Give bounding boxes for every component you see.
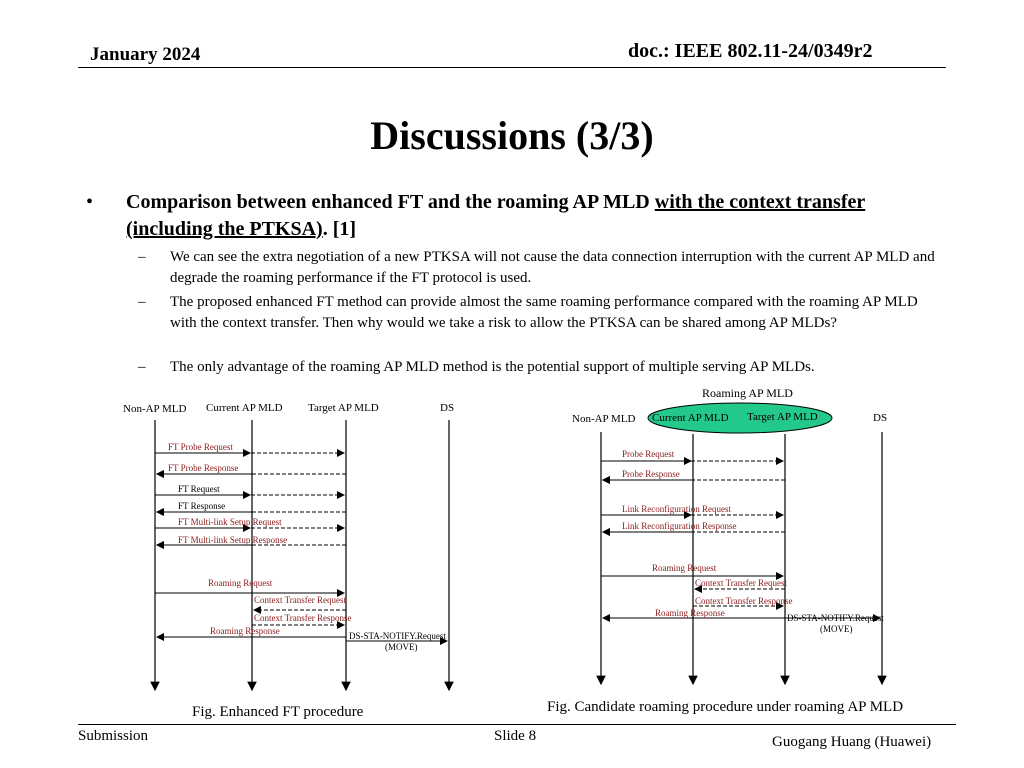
msg-label: Context Transfer Response	[254, 613, 352, 623]
msg-label: (MOVE)	[820, 624, 853, 634]
header-date: January 2024	[90, 44, 201, 65]
sub-bullet-marker: –	[138, 359, 146, 375]
msg-label: FT Response	[178, 501, 226, 511]
footer-author: Guogang Huang (Huawei)	[772, 734, 932, 750]
entity-non-ap-mld: Non-AP MLD	[572, 413, 636, 425]
msg-label: Context Transfer Response	[695, 596, 793, 606]
entity-ds: DS	[440, 402, 455, 414]
bullet-marker: •	[86, 191, 94, 213]
caption-roaming-ap-mld: Fig. Candidate roaming procedure under roaming AP MLD	[547, 699, 904, 715]
header-doc-id: doc.: IEEE 802.11-24/0349r2	[628, 40, 873, 62]
main-bullet-text-b: . [1]	[322, 218, 357, 240]
msg-label: (MOVE)	[385, 642, 418, 652]
msg-label: FT Probe Request	[168, 442, 233, 452]
main-bullet-text-a: Comparison between enhanced FT and the roaming AP MLD	[126, 191, 655, 213]
msg-label: FT Multi-link Setup Response	[178, 535, 288, 545]
msg-label: Roaming Response	[210, 626, 280, 636]
sub-bullet-3: The only advantage of the roaming AP MLD method is the potential support of multiple serving AP MLDs.	[170, 359, 815, 375]
msg-label: FT Probe Response	[168, 463, 239, 473]
footer-rule	[78, 724, 956, 725]
msg-label: Probe Response	[622, 469, 680, 479]
slide-title: Discussions (3/3)	[370, 113, 654, 158]
enhanced-ft-diagram	[100, 395, 480, 700]
entity-ds: DS	[873, 412, 888, 424]
header-rule	[78, 67, 946, 68]
msg-label: FT Request	[178, 484, 220, 494]
msg-label: DS-STA-NOTIFY.Request	[787, 613, 884, 623]
entity-current-ap-mld: Current AP MLD	[652, 412, 729, 424]
roaming-ap-mld-diagram	[560, 382, 940, 692]
msg-label: DS-STA-NOTIFY.Request	[349, 631, 446, 641]
msg-label: FT Multi-link Setup Request	[178, 517, 282, 527]
sub-bullet-marker: –	[138, 294, 146, 310]
footer-slide-number: Slide 8	[494, 728, 537, 744]
msg-label: Context Transfer Request	[254, 595, 346, 605]
entity-non-ap-mld: Non-AP MLD	[123, 403, 187, 415]
msg-label: Context Transfer Request	[695, 578, 787, 588]
caption-enhanced-ft: Fig. Enhanced FT procedure	[192, 704, 364, 720]
msg-label: Link Reconfiguration Request	[622, 504, 731, 514]
group-label: Roaming AP MLD	[702, 386, 793, 400]
sub-bullet-marker: –	[138, 249, 146, 265]
main-bullet	[126, 189, 926, 243]
footer-submission: Submission	[78, 728, 149, 744]
msg-label: Roaming Request	[652, 563, 717, 573]
main-bullet-underlined: with the context transfer (including the PTKSA)	[126, 191, 866, 240]
msg-label: Roaming Response	[655, 608, 725, 618]
entity-target-ap-mld: Target AP MLD	[308, 402, 379, 414]
sub-bullet-1: We can see the extra negotiation of a new PTKSA will not cause the data connection interruption with the current AP MLD and degrade the roaming performance if the FT protocol is used.	[170, 249, 935, 286]
entity-target-ap-mld: Target AP MLD	[747, 411, 818, 423]
entity-current-ap-mld: Current AP MLD	[206, 402, 283, 414]
msg-label: Link Reconfiguration Response	[622, 521, 737, 531]
sub-bullet-2: The proposed enhanced FT method can provide almost the same roaming performance compared with the roaming AP MLD with the context transfer. Then why would we take a risk to allow the PTKSA can be shared among AP MLDs?	[170, 294, 918, 331]
msg-label: Roaming Request	[208, 578, 273, 588]
msg-label: Probe Request	[622, 449, 675, 459]
